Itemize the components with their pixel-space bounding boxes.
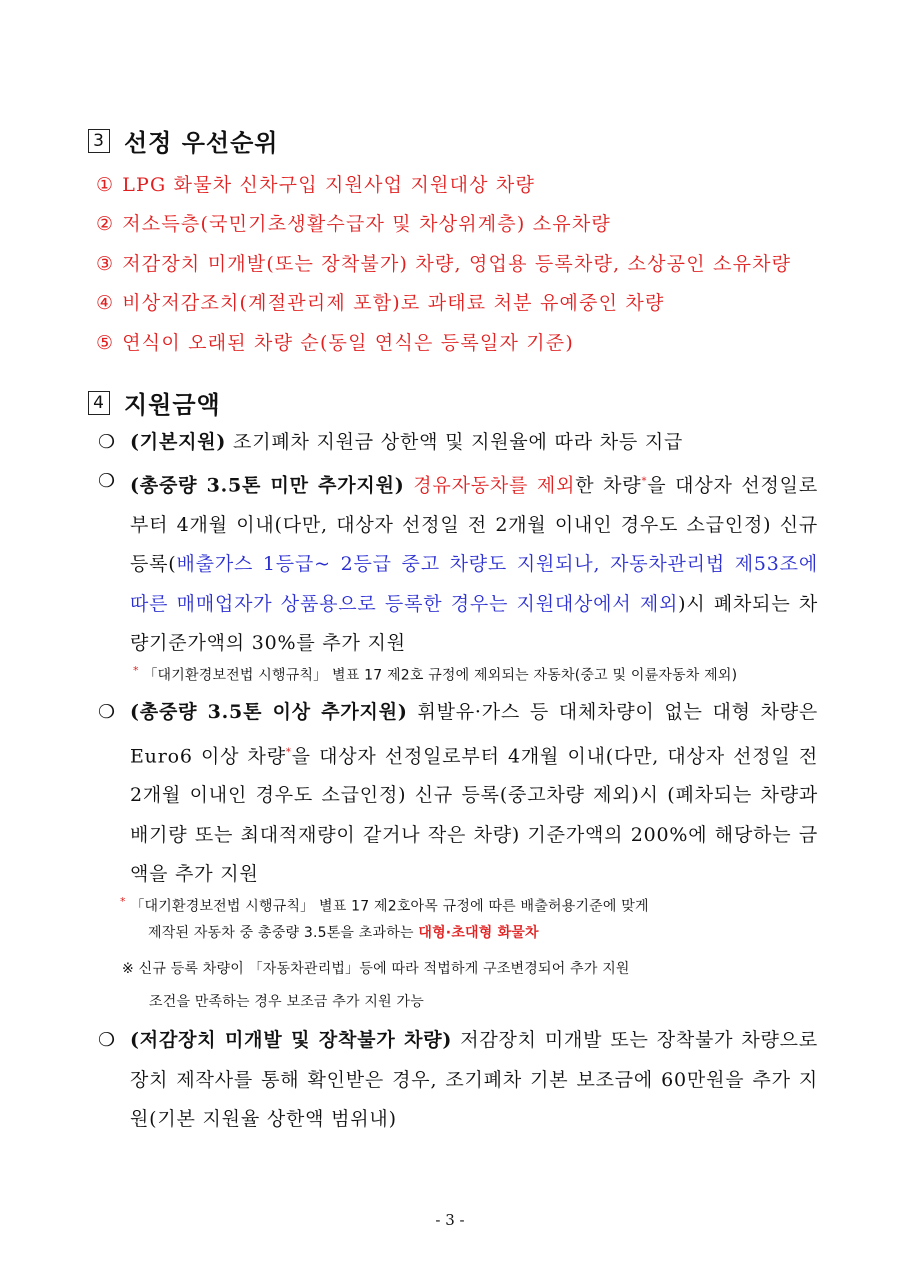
circle-bullet-icon: ❍	[98, 1029, 116, 1051]
paragraph-label: (기본지원)	[130, 431, 227, 453]
reference-note-continued	[149, 987, 424, 1018]
reference-mark: ※	[122, 961, 134, 977]
footnote-text: 「대기환경보전법 시행규칙」 별표 17 제2호아목 규정에 따른 배출허용기준에 맞게	[130, 898, 649, 915]
support-over-3-5t-paragraph	[98, 693, 818, 895]
reference-text: 조건을 만족하는 경우 보조금 추가 지원 가능	[149, 994, 424, 1010]
priority-number: ③	[96, 253, 115, 275]
circle-bullet-icon: ❍	[98, 431, 116, 453]
priority-text: 비상저감조치(계절관리제 포함)로 과태료 처분 유예중인 차량	[122, 292, 665, 314]
paragraph-text: 을 대상자 선정일로부터 4개월 이내(다만, 대상자 선정일 전 2개월 이내인 경우도 소급인정) 신규 등록(	[130, 474, 818, 576]
priority-text: 저소득층(국민기초생활수급자 및 차상위계층) 소유차량	[122, 213, 611, 235]
footnote-star: *	[120, 895, 126, 908]
section-title: 선정 우선순위	[124, 129, 279, 157]
support-basic-paragraph	[98, 423, 818, 463]
priority-item	[96, 170, 535, 197]
highlight-red-bold: 대형·초대형 화물차	[418, 925, 539, 941]
priority-item	[96, 249, 791, 276]
paragraph-text: 을 대상자 선정일로부터 4개월 이내(다만, 대상자 선정일 전 2개월 이내인 경우도 소급인정) 신규 등록(중고차량 제외)시 (폐차되는 차량과 배기량 또는 최대적재량이 같거나 작은 차량) 기준가액의 200%에 해당하는 금액을 추가 지원	[130, 744, 818, 886]
priority-item	[96, 209, 611, 236]
paragraph-label: (저감장치 미개발 및 장착불가 차량)	[130, 1029, 453, 1051]
highlight-red: 경유자동차를 제외	[404, 474, 576, 497]
priority-number: ④	[96, 292, 115, 314]
priority-number: ⑤	[96, 332, 115, 354]
paragraph-text: 저감장치 미개발 또는 장착불가 차량으로 장치 제작사를 통해 확인받은 경우, 조기폐차 기본 보조금에 60만원을 추가 지원(기본 지원율 상한액 범위내)	[130, 1029, 818, 1130]
reference-text: 신규 등록 차량이 「자동차관리법」등에 따라 적법하게 구조변경되어 추가 지원	[138, 961, 630, 977]
priority-number: ②	[96, 213, 115, 235]
priority-item	[96, 288, 665, 315]
paragraph-text: 한 차량	[575, 474, 642, 497]
priority-number: ①	[96, 174, 115, 196]
reference-note	[122, 954, 630, 985]
priority-item	[96, 328, 574, 355]
section-3-heading	[88, 123, 278, 158]
paragraph-text: )시 폐차되는 차량기준가액의 30%를 추가 지원	[130, 592, 818, 655]
section-number: 3	[88, 129, 110, 153]
paragraph-label: (총중량 3.5톤 이상 추가지원)	[130, 701, 408, 723]
footnote-star: *	[133, 664, 139, 677]
footnote-text: 제작된 자동차 중 총중량 3.5톤을 초과하는	[148, 925, 419, 941]
priority-text: LPG 화물차 신차구입 지원사업 지원대상 차량	[122, 174, 536, 196]
circle-bullet-icon: ❍	[98, 701, 116, 723]
section-number: 4	[88, 391, 110, 415]
section-title: 지원금액	[124, 391, 221, 419]
section-4-heading	[88, 385, 221, 420]
footnote-star: *	[641, 476, 648, 487]
footnote-star: *	[285, 746, 292, 758]
footnote	[133, 655, 737, 692]
priority-text: 연식이 오래된 차량 순(동일 연식은 등록일자 기준)	[122, 332, 574, 354]
paragraph-label: (총중량 3.5톤 미만 추가지원)	[130, 474, 405, 497]
priority-text: 저감장치 미개발(또는 장착불가) 차량, 영업용 등록차량, 소상공인 소유차량	[122, 253, 792, 275]
footnote-continued	[148, 918, 539, 949]
support-under-3-5t-paragraph	[98, 462, 818, 664]
highlight-blue: 배출가스 1등급~ 2등급 중고 차량도 지원되나, 자동차관리법 제53조에 따른 매매업자가 상품용으로 등록한 경우는 지원대상에서 제외	[130, 553, 818, 615]
paragraph-text: 조기폐차 지원금 상한액 및 지원율에 따라 차등 지급	[226, 431, 684, 453]
page-number: - 3 -	[435, 1211, 465, 1229]
support-no-device-paragraph	[98, 1021, 818, 1140]
footnote-text: 「대기환경보전법 시행규칙」 별표 17 제2호 규정에 제외되는 자동차(중고 및 이륜자동차 제외)	[143, 667, 738, 684]
paragraph-text: 휘발유·가스 등 대체차량이 없는 대형 차량은 Euro6 이상 차량	[130, 701, 818, 767]
circle-bullet-icon: ❍	[98, 470, 116, 492]
